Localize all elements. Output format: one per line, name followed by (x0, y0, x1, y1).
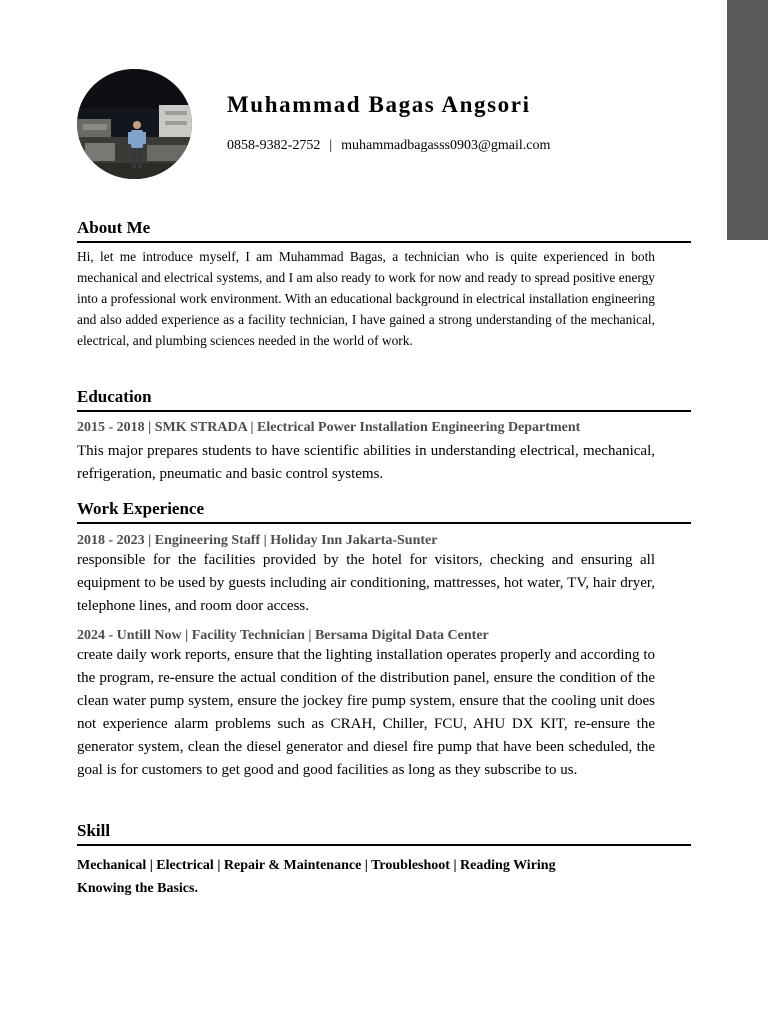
education-entry-description: This major prepares students to have scientific abilities in understanding electrical, mechanical, refrigeration, pneumatic and basic control systems. (77, 443, 655, 482)
skill-list: Mechanical | Electrical | Repair & Maintenance | Troubleshoot | Reading Wiring (77, 858, 556, 873)
experience-entry-title: 2024 - Untill Now | Facility Technician | Bersama Digital Data Center (77, 628, 489, 643)
skill-section (77, 821, 691, 900)
phone-number: 0858-9382-2752 (227, 138, 321, 153)
education-entry-title: 2015 - 2018 | SMK STRADA | Electrical Power Installation Engineering Department (77, 420, 581, 435)
decorative-side-bar (727, 0, 768, 240)
about-section (77, 218, 691, 351)
education-section (77, 387, 691, 486)
experience-entry-description: create daily work reports, ensure that the lighting installation operates properly and according to the program, re-ensure the actual condition of the distribution panel, ensure the condition of the clean water pump system, ensure the jockey fire pump system, ensure that the cooling unit does not experience alarm problems such as CRAH, Chiller, FCU, AHU DX KIT, re-ensure the generator system, clean the diesel generator and diesel fire pump that have been scheduled, the goal is for customers to get good and good facilities as long as they subscribe to us. (77, 647, 655, 778)
skill-heading: Skill (77, 821, 691, 846)
education-heading: Education (77, 387, 691, 412)
contact-line (227, 138, 550, 154)
work-experience-heading: Work Experience (77, 499, 691, 524)
profile-photo (77, 69, 192, 179)
about-heading: About Me (77, 218, 691, 243)
email-address: muhammadbagasss0903@gmail.com (341, 138, 551, 153)
about-text: Hi, let me introduce myself, I am Muhammad Bagas, a technician who is quite experienced in both mechanical and electrical systems, and I am also ready to work for now and ready to spread positive energy into a professional work environment. With an educational background in electrical installation engineering and also added experience as a facility technician, I have gained a strong understanding of the mechanical, electrical, and plumbing sciences needed in the world of work. (77, 249, 655, 348)
contact-separator: | (329, 138, 333, 153)
skill-list-continued: Knowing the Basics. (77, 881, 198, 896)
candidate-name: Muhammad Bagas Angsori (227, 92, 531, 117)
experience-entry-description: responsible for the facilities provided by the hotel for visitors, checking and ensuring all equipment to be used by guests including air conditioning, mattresses, hot water, TV, hair dryer, telephone lines, and room door access. (77, 552, 655, 614)
experience-entry-title: 2018 - 2023 | Engineering Staff | Holiday Inn Jakarta-Sunter (77, 533, 438, 548)
work-experience-section (77, 499, 691, 782)
